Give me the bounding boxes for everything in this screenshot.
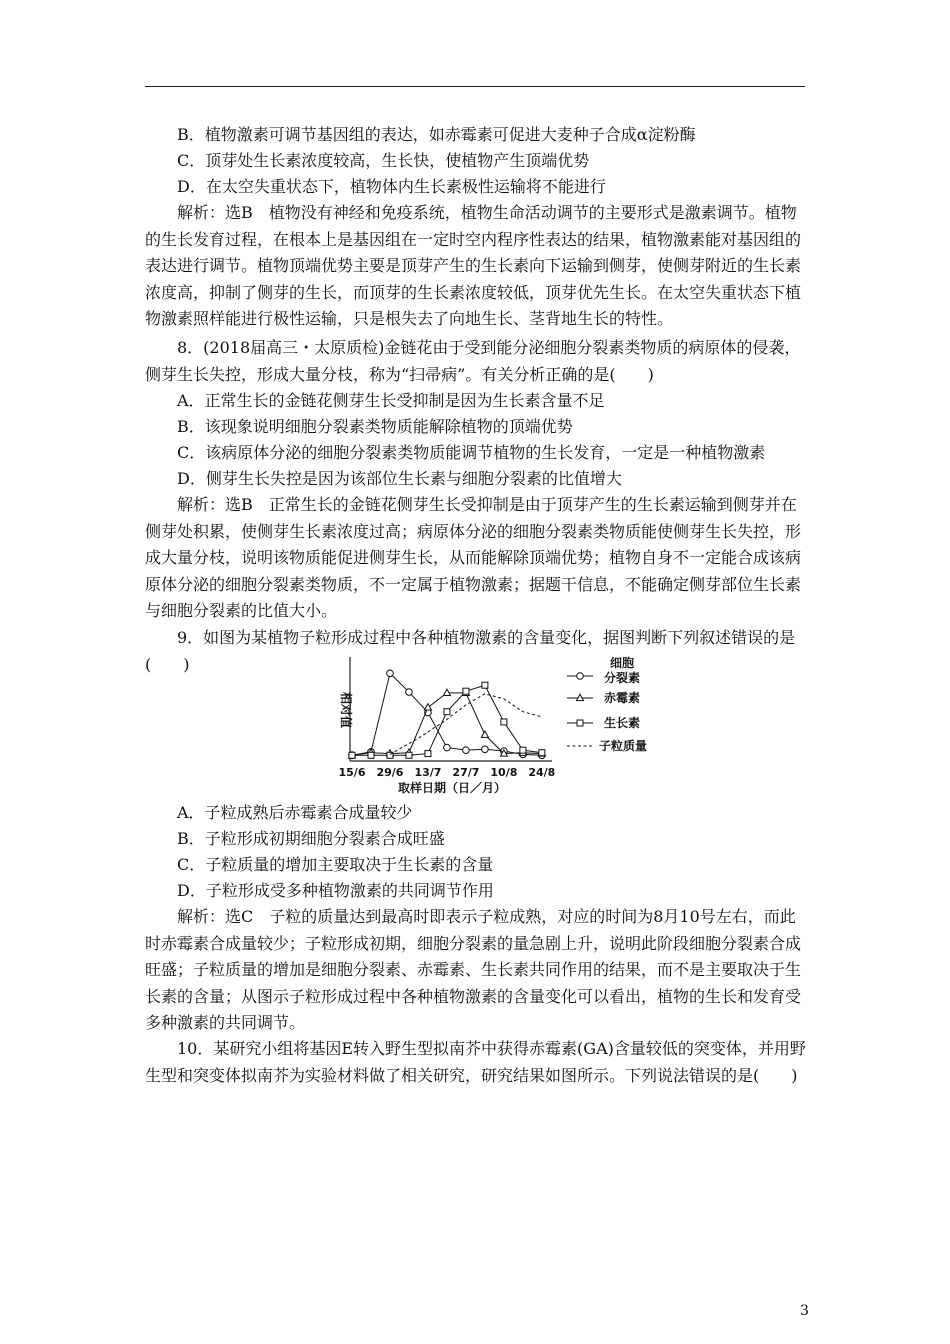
legend-label: 生长素 xyxy=(603,716,641,730)
data-point xyxy=(406,752,412,758)
data-point xyxy=(368,752,374,758)
data-point xyxy=(520,747,526,753)
data-point xyxy=(481,731,488,737)
data-point xyxy=(539,750,545,756)
question-8: 8．(2018届高三・太原质检)金链花由于受到能分泌细胞分裂素类物质的病原体的侵袭，侧芽生长失控，形成大量分枝，称为“扫帚病”。有关分析正确的是( ) xyxy=(145,338,801,384)
option-7c: C．顶芽处生长素浓度较高，生长快，使植物产生顶端优势 xyxy=(177,151,590,170)
page-number: 3 xyxy=(800,1303,809,1319)
legend-label: 赤霉素 xyxy=(603,691,641,705)
x-tick-label: 24/8 xyxy=(528,766,556,779)
option-8a: A．正常生长的金链花侧芽生长受抑制是因为生长素含量不足 xyxy=(177,391,605,410)
answer-8: 解析：选B 正常生长的金链花侧芽生长受抑制是由于顶芽产生的生长素运输到侧芽并在侧芽处积累，使侧芽生长素浓度过高；病原体分泌的细胞分裂素类物质能使侧芽生长失控，形成大量分枝，说明该物质能促进侧芽生长，从而能解除顶端优势；植物自身不一定能合成该病原体分泌的细胞分裂素类物质，不一定属于植物激素；据题干信息，不能确定侧芽部位生长素与细胞分裂素的比值大小。 xyxy=(145,495,802,620)
x-tick-label: 15/6 xyxy=(338,766,366,779)
option-7b: B．植物激素可调节基因组的表达，如赤霉素可促进大麦种子合成α淀粉酶 xyxy=(177,125,696,144)
option-9a: A．子粒成熟后赤霉素合成量较少 xyxy=(177,803,413,822)
data-point xyxy=(482,746,489,753)
legend-label: 子粒质量 xyxy=(599,739,648,753)
option-8b: B．该现象说明细胞分裂素类物质能解除植物的顶端优势 xyxy=(177,417,573,436)
question-10: 10．某研究小组将基因E转入野生型拟南芥中获得赤霉素(GA)含量较低的突变体，并用野生型和突变体拟南芥为实验材料做了相关研究，研究结果如图所示。下列说法错误的是( ) xyxy=(145,1039,806,1085)
data-point xyxy=(577,673,584,680)
data-point xyxy=(443,689,450,695)
y-axis-label: 相对值 xyxy=(339,691,353,729)
data-point xyxy=(463,688,469,694)
option-7d: D．在太空失重状态下，植物体内生长素极性运输将不能进行 xyxy=(177,177,606,196)
option-9d: D．子粒形成受多种植物激素的共同调节作用 xyxy=(177,881,494,900)
data-point xyxy=(387,670,394,677)
data-point xyxy=(463,747,470,754)
option-9b: B．子粒形成初期细胞分裂素合成旺盛 xyxy=(177,829,445,848)
data-point xyxy=(444,709,450,715)
legend-label: 细胞 xyxy=(609,656,635,670)
data-point xyxy=(482,682,488,688)
data-point xyxy=(577,694,584,700)
option-8c: C．该病原体分泌的细胞分裂素类物质能调节植物的生长发育，一定是一种植物激素 xyxy=(177,443,766,462)
data-point xyxy=(349,752,355,758)
question-9: 9．如图为某植物子粒形成过程中各种植物激素的含量变化，据图判断下列叙述错误的是( ) xyxy=(145,628,796,674)
data-point xyxy=(425,751,431,757)
x-tick-label: 29/6 xyxy=(376,766,404,779)
data-point xyxy=(501,719,507,725)
x-axis-label: 取样日期（日／月） xyxy=(397,781,507,795)
data-point xyxy=(444,744,451,751)
data-point xyxy=(406,689,413,696)
data-point xyxy=(577,720,583,726)
legend-label: 分裂素 xyxy=(603,671,641,685)
x-tick-label: 13/7 xyxy=(414,766,442,779)
option-9c: C．子粒质量的增加主要取决于生长素的含量 xyxy=(177,855,494,874)
answer-7: 解析：选B 植物没有神经和免疫系统，植物生命活动调节的主要形式是激素调节。植物的生长发育过程，在根本上是基因组在一定时空内程序性表达的结果，植物激素能对基因组的表达进行调节。植物顶端优势主要是顶芽产生的生长素向下运输到侧芽，使侧芽附近的生长素浓度高，抑制了侧芽的生长，而顶芽的生长素浓度较低，顶芽优先生长。在太空失重状态下植物激素照样能进行极性运输，只是根失去了向地生长、茎背地生长的特性。 xyxy=(145,203,802,328)
option-8d: D．侧芽生长失控是因为该部位生长素与细胞分裂素的比值增大 xyxy=(177,469,622,488)
x-tick-label: 27/7 xyxy=(452,766,480,779)
x-tick-label: 10/8 xyxy=(490,766,518,779)
answer-9: 解析：选C 子粒的质量达到最高时即表示子粒成熟，对应的时间为8月10号左右，而此时赤霉素合成量较少；子粒形成初期，细胞分裂素的量急剧上升，说明此阶段细胞分裂素合成旺盛；子粒质量的增加是细胞分裂素、赤霉素、生长素共同作用的结果，而不是主要取决于生长素的含量；从图示子粒形成过程中各种植物激素的含量变化可以看出，植物的生长和发育受多种激素的共同调节。 xyxy=(145,907,802,1032)
data-point xyxy=(424,704,431,710)
